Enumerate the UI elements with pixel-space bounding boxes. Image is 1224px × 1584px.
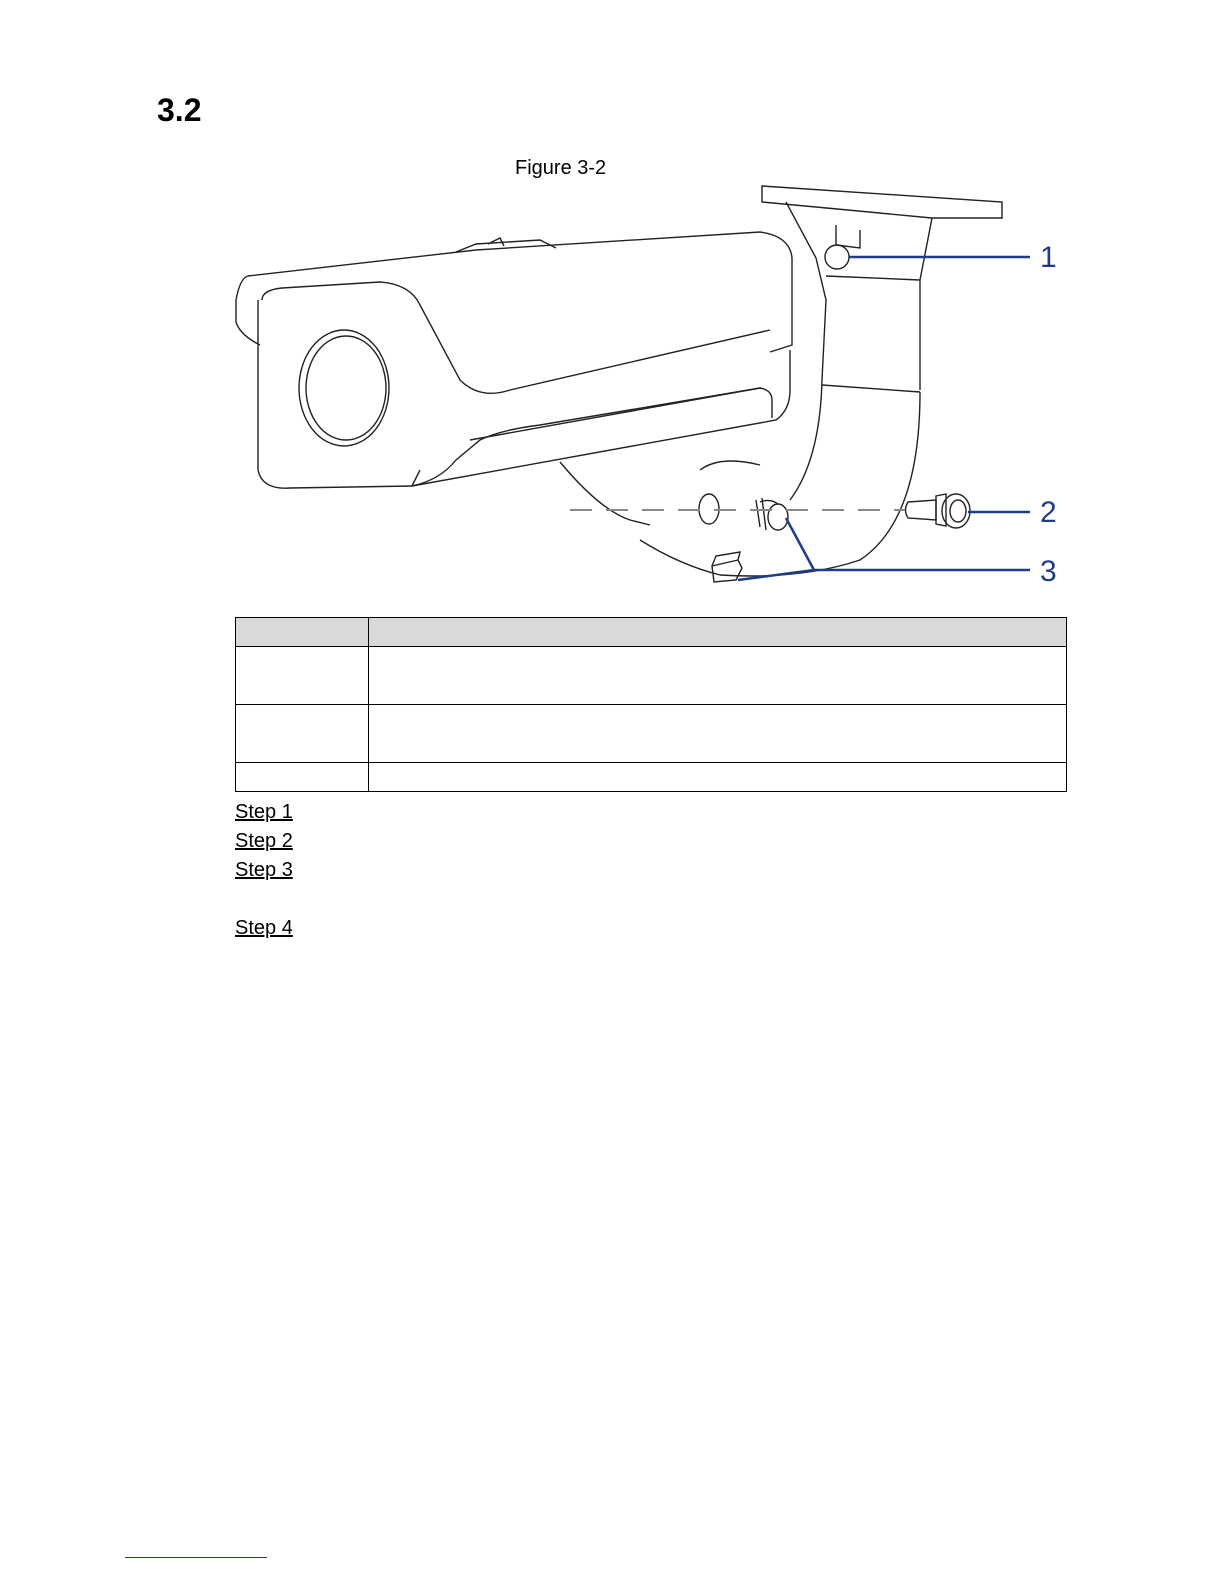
parts-table	[235, 617, 1067, 792]
table-cell	[236, 763, 369, 792]
table-cell	[236, 705, 369, 763]
section-number: 3.2	[157, 92, 202, 128]
footnote-separator	[125, 1557, 267, 1558]
table-header-cell	[369, 618, 1067, 647]
table-cell	[369, 647, 1067, 705]
table-cell	[369, 705, 1067, 763]
table-row	[236, 763, 1067, 792]
table-cell	[369, 763, 1067, 792]
table-row	[236, 705, 1067, 763]
callout-1: 1	[1040, 241, 1057, 274]
table-row	[236, 647, 1067, 705]
step-3-label: Step 3	[235, 859, 293, 881]
step-2-label: Step 2	[235, 830, 293, 852]
step-4-label: Step 4	[235, 917, 293, 939]
table-cell	[236, 647, 369, 705]
table-header-row	[236, 618, 1067, 647]
step-1-label: Step 1	[235, 801, 293, 823]
figure-caption: Figure 3-2	[515, 157, 607, 179]
callout-2: 2	[1040, 496, 1057, 529]
callout-3: 3	[1040, 555, 1057, 588]
table-header-cell	[236, 618, 369, 647]
